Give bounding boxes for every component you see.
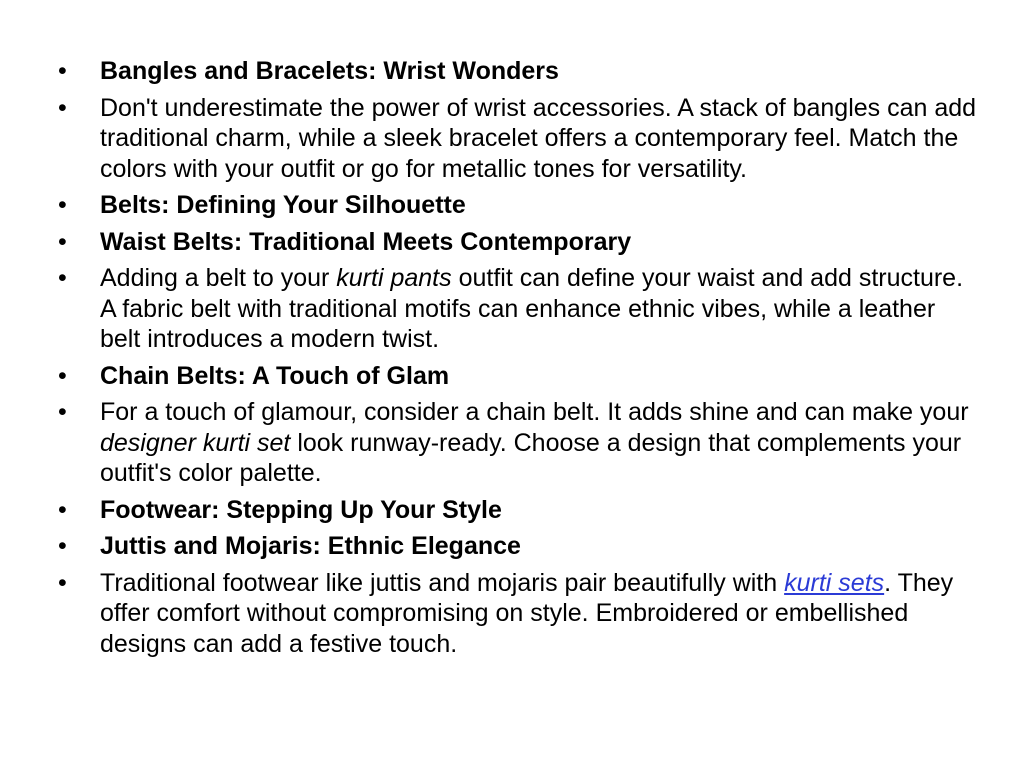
bullet-item-heading: [58, 56, 978, 87]
bullet-item-body: [58, 397, 978, 489]
bullet-emphasis-text: kurti pants: [336, 264, 452, 292]
bullet-body-text-start: For a touch of glamour, consider a chain belt. It adds shine and can make your: [100, 398, 969, 426]
bullet-item-body: [58, 568, 978, 660]
kurti-sets-link[interactable]: kurti sets: [784, 568, 885, 597]
bullet-item-heading: [58, 227, 978, 258]
bullet-heading-text: Belts: Defining Your Silhouette: [100, 191, 466, 219]
bullet-heading-text: Footwear: Stepping Up Your Style: [100, 495, 502, 524]
bullet-heading-text: Bangles and Bracelets: Wrist Wonders: [100, 57, 559, 85]
bullet-heading-text: Chain Belts: A Touch of Glam: [100, 361, 450, 390]
bullet-item-heading: [58, 531, 978, 562]
bullet-icon: •: [58, 93, 67, 122]
bullet-icon: •: [58, 57, 67, 85]
bullet-emphasis-text: designer kurti set: [100, 428, 291, 457]
bullet-icon: •: [58, 532, 67, 560]
bullet-icon: •: [58, 361, 67, 390]
bullet-item-heading: [58, 190, 978, 221]
bullet-icon: •: [58, 568, 67, 597]
bullet-item-heading: [58, 361, 978, 392]
bullet-icon: •: [58, 264, 67, 292]
bullet-icon: •: [58, 398, 67, 426]
bullet-body-text-end: . They offer comfort without compromising on style. Embroidered or embellished designs can add a festive touch.: [100, 568, 954, 658]
bullet-icon: •: [58, 495, 67, 524]
bullet-item-body: [58, 263, 978, 355]
bullet-body-text: Don't underestimate the power of wrist accessories. A stack of bangles can add traditional charm, while a sleek bracelet offers a contemporary feel. Match the colors with your outfit or go for metallic tones for versatility.: [100, 93, 977, 183]
bullet-item-heading: [58, 495, 978, 526]
bullet-icon: •: [58, 227, 67, 256]
bullet-heading-text: Juttis and Mojaris: Ethnic Elegance: [100, 532, 521, 560]
bullet-body-text-end: outfit can define your waist and add structure. A fabric belt with traditional motifs can enhance ethnic vibes, while a leather belt introduces a modern twist.: [100, 264, 964, 353]
bullet-body-text-start: Traditional footwear like juttis and mojaris pair beautifully with: [100, 568, 785, 597]
bullet-item-body: [58, 93, 978, 185]
bullet-heading-text: Waist Belts: Traditional Meets Contemporary: [100, 227, 632, 256]
bullet-body-text-end: look runway-ready. Choose a design that complements your outfit's color palette.: [100, 428, 962, 487]
bullet-list: [58, 56, 978, 665]
bullet-body-text-start: Adding a belt to your: [100, 264, 337, 292]
bullet-icon: •: [58, 191, 67, 219]
